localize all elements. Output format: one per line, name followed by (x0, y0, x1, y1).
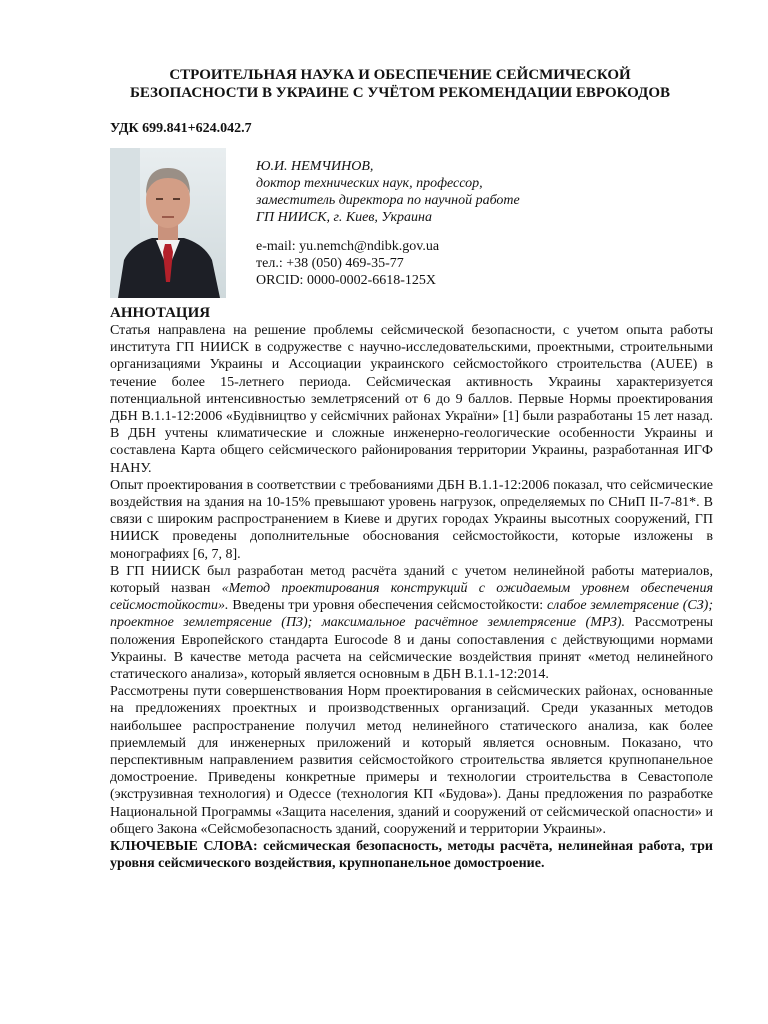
paragraph-3-text-e: Рассмотрены положения Европейского стандарта Eurocode 8 и даны сопоставления с действующими нормами Украины. В качестве метода расчета на сейсмические воздействия принят «метод нелинейного статического анализа», который является основным в ДБН В.1.1-12:2014. (110, 615, 713, 683)
abstract-paragraph-1: Статья направлена на решение проблемы сейсмической безопасности, с учетом опыта работы института ГП НИИСК в содружестве с научно-исследовательскими, проектными, строительными организациями Украины и Ассоциации украинского сейсмостойкого строительства (AUEE) в течение более 15-летнего периода. Сейсмическая активность Украины характеризуется потенциальной интенсивностью землетрясений от 6 до 9 баллов. Первые Нормы проектирования ДБН В.1.1-12:2006 «Будівництво у сейсмічних районах України» [1] были разработаны 15 лет назад. В ДБН учтены климатические и сложные инженерно-геологические особенности Украины и составлена Карта общего сейсмического районирования территории Украины, разработанная ИГФ НАНУ. (110, 323, 713, 476)
author-photo (110, 148, 226, 298)
keywords-line (110, 838, 713, 872)
author-email: e-mail: yu.nemch@ndibk.gov.ua (256, 239, 440, 254)
contacts-block (256, 238, 676, 289)
author-phone: тел.: +38 (050) 469-35-77 (256, 256, 404, 271)
paragraph-3-text-a: В ГП НИИСК был разработан метод расчёта зданий с учетом нелинейной работы материалов, который назван (110, 563, 713, 597)
abstract-heading: АННОТАЦИЯ (110, 305, 211, 321)
title-line-1: СТРОИТЕЛЬНАЯ НАУКА И ОБЕСПЕЧЕНИЕ СЕЙСМИЧЕСКОЙ (169, 67, 631, 83)
author-block (256, 158, 676, 226)
method-name-italic: «Метод проектирования конструкций с ожидаемым уровнем обеспечения сейсмостойкости». (110, 581, 714, 614)
article-title (80, 66, 720, 102)
abstract-section (110, 304, 713, 873)
seismic-levels-italic: слабое землетрясение (СЗ); проектное землетрясение (ПЗ); максимальное расчётное землетрясение (МРЗ). (110, 598, 713, 631)
udk-code: УДК 699.841+624.042.7 (110, 121, 252, 136)
abstract-paragraph-4: Рассмотрены пути совершенствования Норм проектирования в сейсмических районах, основанные на предложениях проектных и производственных организаций. Среди указанных методов наибольшее распространение получил метод нелинейного статического анализа, как более приемлемый для инженерных приложений и который является основным. Показано, что перспективным направлением развития сейсмостойкого строительства является крупнопанельное домостроение. Приведены конкретные примеры и технологии строительства в Севастополе (экструзивная технология) и Одессе (технология КП «Будова»). Даны предложения по разработке Национальной Программы «Защита населения, зданий и сооружений от сейсмической опасности» и общего Закона «Сейсмобезопасность зданий, сооружений и территории Украины». (110, 684, 713, 837)
keywords-label: КЛЮЧЕВЫЕ СЛОВА: (110, 839, 258, 855)
title-line-2: БЕЗОПАСНОСТИ В УКРАИНЕ С УЧЁТОМ РЕКОМЕНДАЦИИ ЕВРОКОДОВ (129, 85, 671, 101)
keywords-text: сейсмическая безопасность, методы расчёта, нелинейная работа, три уровня сейсмического воздействия, крупнопанельное домостроение. (110, 839, 713, 872)
author-organization: ГП НИИСК, г. Киев, Украина (256, 210, 432, 225)
abstract-paragraph-2: Опыт проектирования в соответствии с требованиями ДБН В.1.1-12:2006 показал, что сейсмические воздействия на здания на 10-15% превышают уровень нагрузок, определяемых по СНиП II-7-81*. В связи с широким распространением в Киеве и других городах Украины высотных сооружений, ГП НИИСК проведены дополнительные обоснования сейсмостойкости, которые изложены в монографиях [6, 7, 8]. (110, 477, 713, 562)
author-orcid: ORCID: 0000-0002-6618-125X (256, 273, 437, 288)
paragraph-3-text-c: Введены три уровня обеспечения сейсмостойкости: (228, 598, 547, 614)
abstract-paragraph-3 (110, 563, 713, 683)
author-name: Ю.И. НЕМЧИНОВ, (256, 159, 374, 174)
author-portrait-image (110, 148, 226, 298)
author-degree: доктор технических наук, профессор, (256, 176, 483, 191)
author-position: заместитель директора по научной работе (256, 193, 520, 208)
